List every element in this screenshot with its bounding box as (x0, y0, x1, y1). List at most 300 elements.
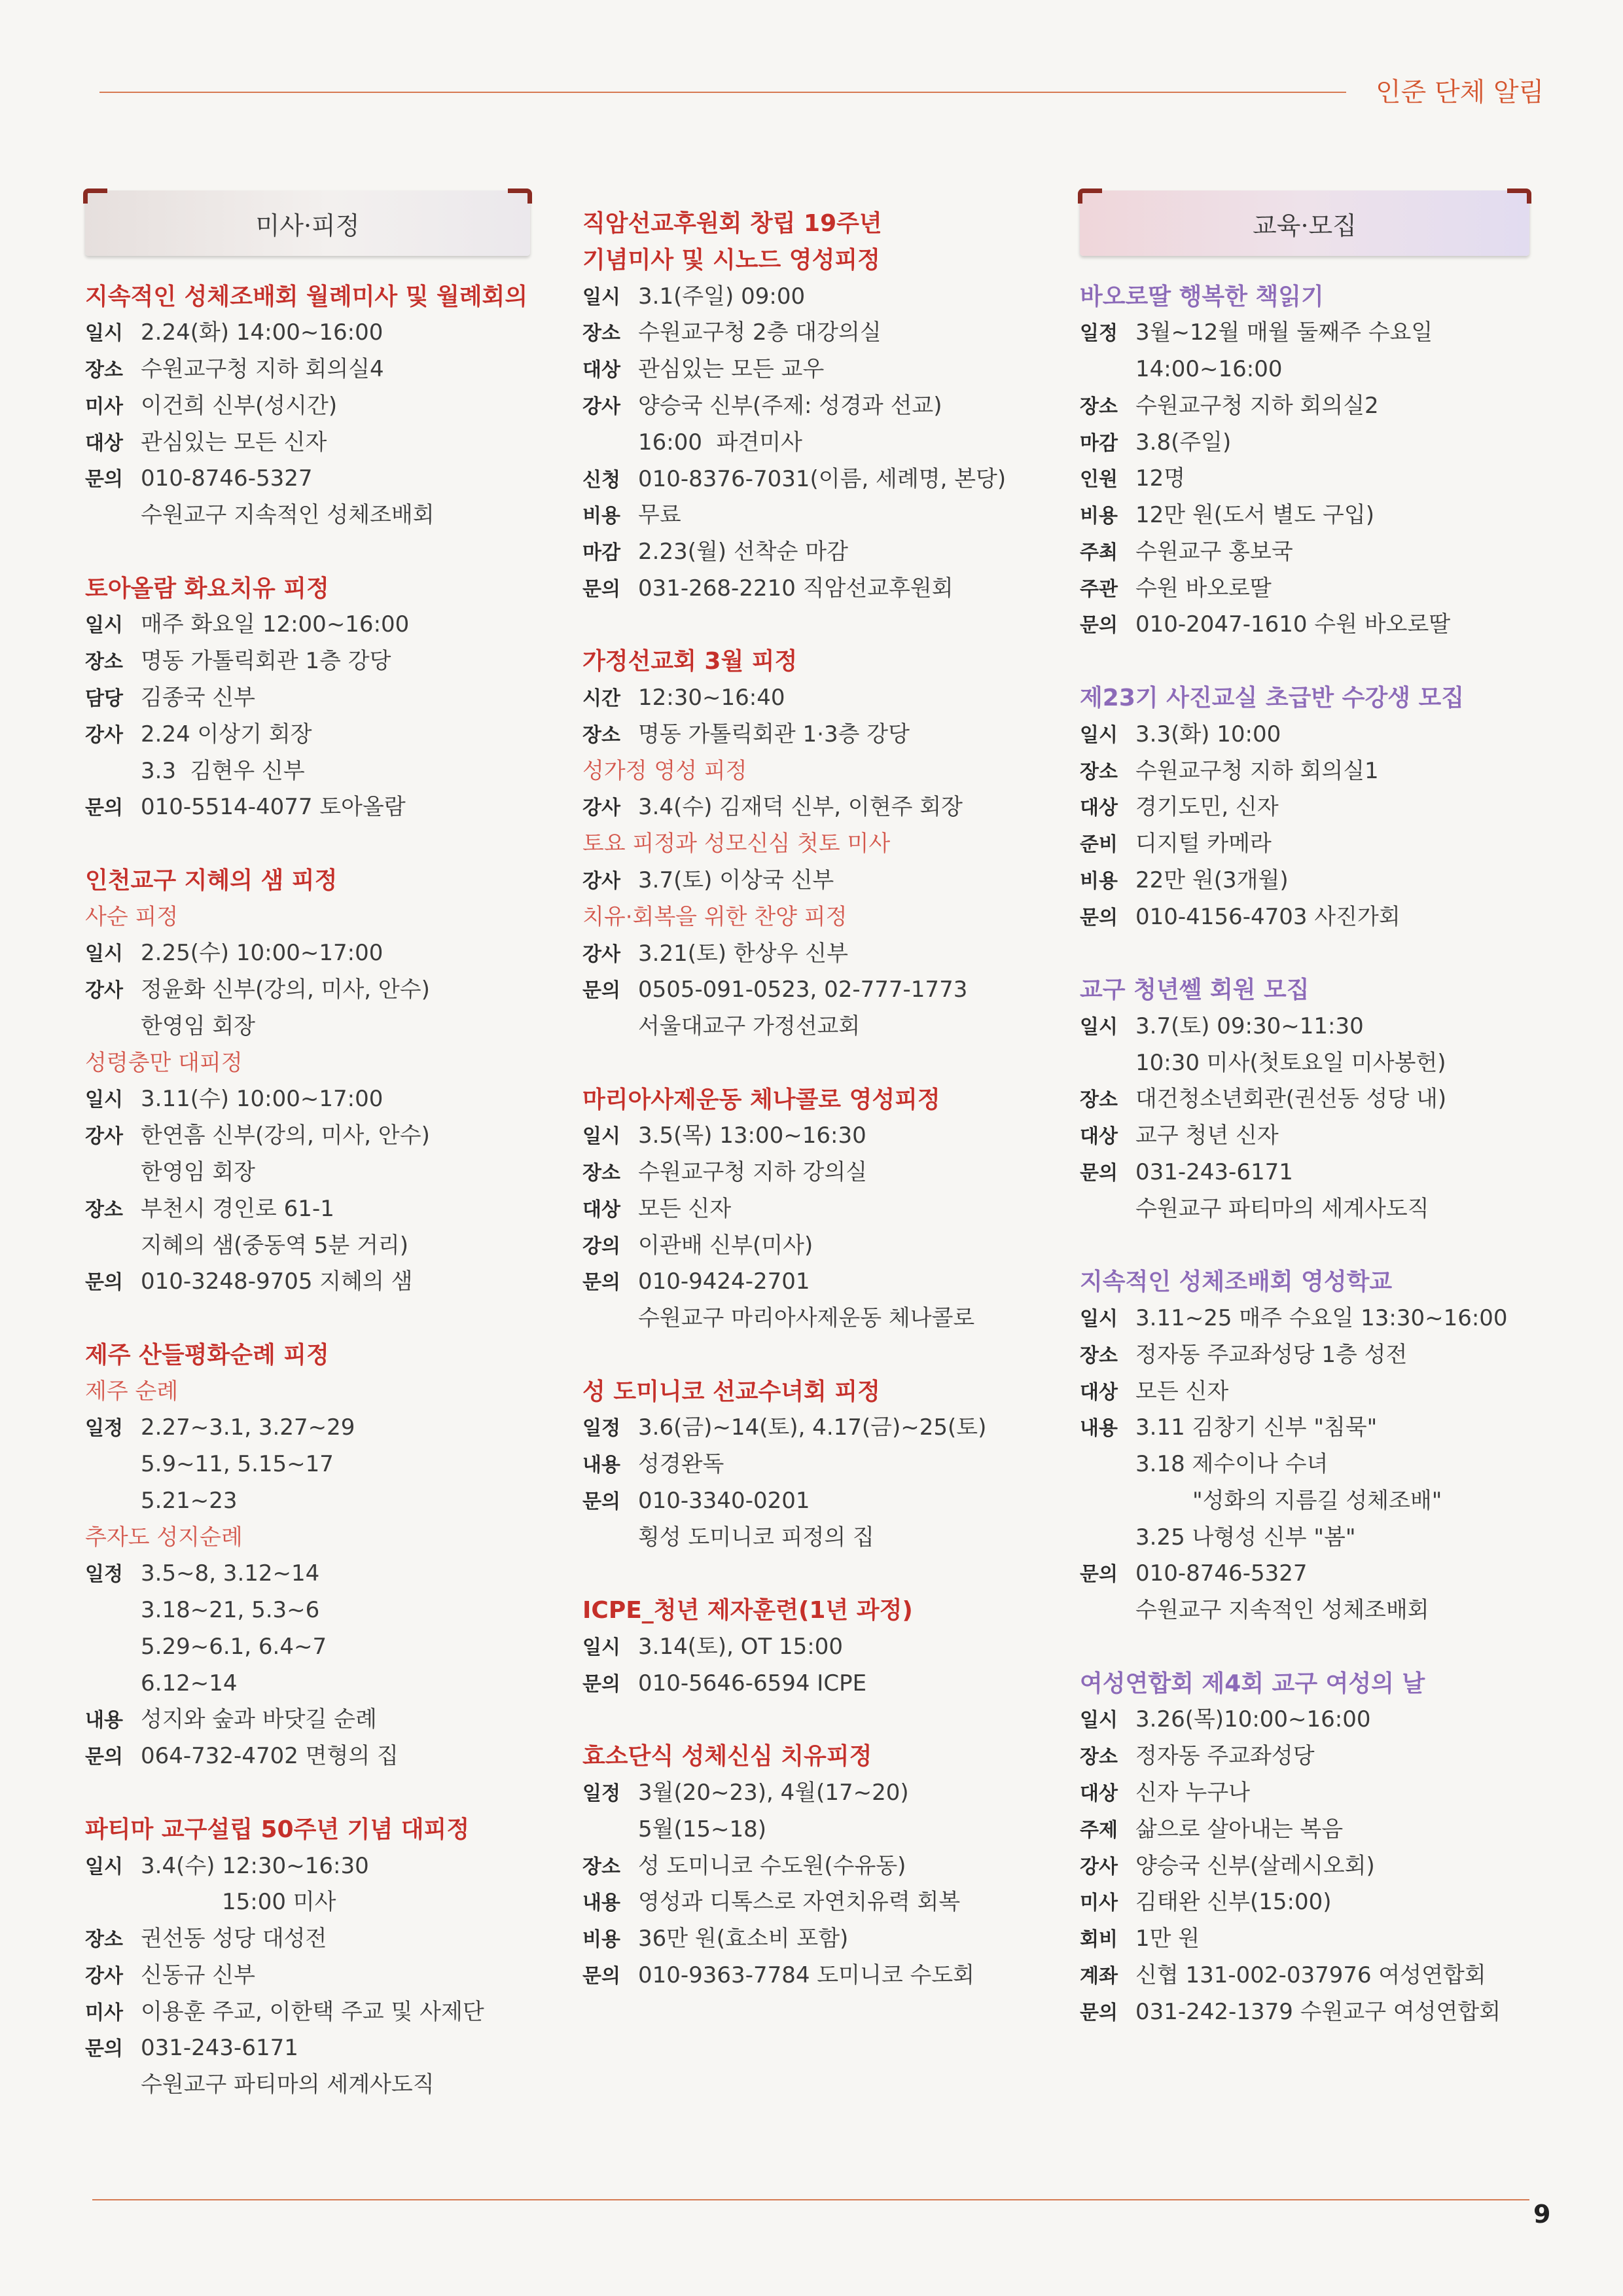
detail-value: 서울대교구 가정선교회 (638, 1013, 861, 1040)
detail-label: 비용 (1080, 869, 1118, 893)
detail-row (582, 680, 1067, 717)
detail-value: 22만 원(3개월) (1135, 867, 1289, 893)
detail-label: 시간 (582, 687, 620, 711)
detail-value: 0505-091-0523, 02-777-1773 (638, 977, 968, 1003)
detail-value: 3.3 김현우 신부 (141, 757, 305, 784)
category-header-education-recruitment: 교육·모집 (1080, 190, 1529, 256)
detail-value: 15:00 미사 (222, 1889, 336, 1916)
detail-label: 강사 (1080, 1855, 1118, 1878)
event-subtitle: 사순 피정 (85, 903, 179, 930)
event-block (582, 206, 1067, 607)
detail-label: 장소 (85, 359, 123, 382)
detail-value: 수원교구청 지하 회의실1 (1135, 757, 1379, 784)
detail-label: 일시 (85, 322, 123, 346)
detail-label: 문의 (582, 1490, 620, 1513)
detail-row (582, 1958, 1067, 1994)
event-title: ICPE_청년 제자훈련(1년 과정) (582, 1597, 913, 1624)
detail-value: 5.21~23 (141, 1487, 238, 1514)
detail-value: 6.12~14 (141, 1670, 238, 1696)
detail-label: 계좌 (1080, 1964, 1118, 1988)
detail-value: 수원교구 파티마의 세계사도직 (141, 2072, 435, 2098)
detail-value: 모든 신자 (1135, 1378, 1229, 1405)
detail-row (582, 534, 1067, 571)
detail-row (85, 1410, 569, 1446)
detail-label: 마감 (582, 541, 620, 565)
detail-label: 인원 (1080, 468, 1118, 492)
detail-value: 010-9424-2701 (638, 1268, 810, 1295)
detail-label: 일정 (582, 1782, 620, 1806)
detail-label: 회비 (1080, 1928, 1118, 1952)
detail-row-continued (582, 425, 1067, 461)
detail-row (1080, 1337, 1597, 1374)
detail-row (582, 1629, 1067, 1666)
detail-value: 신동규 신부 (141, 1962, 256, 1988)
detail-row (1080, 388, 1597, 425)
detail-label: 대상 (1080, 1125, 1118, 1149)
detail-label: 미사 (85, 2001, 123, 2024)
detail-value: 010-8746-5327 (1135, 1560, 1308, 1587)
detail-value: 수원교구 지속적인 성체조배회 (1135, 1597, 1429, 1624)
detail-label: 장소 (582, 723, 620, 747)
detail-label: 일정 (582, 1417, 620, 1441)
detail-value: 010-5514-4077 토아올람 (141, 794, 406, 821)
detail-value: 3.14(토), OT 15:00 (638, 1634, 844, 1660)
detail-value: 031-242-1379 수원교구 여성연합회 (1135, 1998, 1501, 2025)
detail-row (582, 1446, 1067, 1483)
detail-row (85, 1191, 569, 1228)
event-title: 바오로딸 행복한 책읽기 (1080, 283, 1324, 310)
detail-row (1080, 497, 1597, 534)
detail-label: 담당 (85, 687, 123, 711)
detail-label: 미사 (85, 395, 123, 418)
detail-row (85, 1556, 569, 1592)
detail-row (582, 1191, 1067, 1228)
event-subtitle: 추자도 성지순례 (85, 1524, 243, 1551)
detail-row (1080, 534, 1597, 571)
event-block (85, 863, 569, 1300)
detail-label: 문의 (1080, 1563, 1118, 1587)
detail-value: 수원교구 지속적인 성체조배회 (141, 502, 435, 529)
detail-value: 성지와 숲과 바닷길 순례 (141, 1706, 377, 1733)
detail-value: 3.7(토) 09:30~11:30 (1135, 1013, 1364, 1039)
detail-label: 일시 (582, 1636, 620, 1660)
detail-label: 문의 (1080, 2001, 1118, 2024)
detail-row (1080, 1702, 1597, 1738)
event-block (1080, 1666, 1597, 2031)
detail-value: 3.3(화) 10:00 (1135, 721, 1281, 747)
detail-row-continued (85, 1629, 569, 1666)
detail-label: 문의 (1080, 1161, 1118, 1185)
detail-value: 명동 가톨릭회관 1·3층 강당 (638, 721, 910, 747)
detail-row (582, 1884, 1067, 1921)
detail-label: 비용 (582, 1928, 620, 1952)
event-block (582, 1374, 1067, 1556)
detail-row-continued (85, 1666, 569, 1702)
detail-value: 성 도미니코 수도원(수유동) (638, 1852, 906, 1879)
detail-row (85, 1738, 569, 1775)
event-title: 제23기 사진교실 초급반 수강생 모집 (1080, 685, 1465, 712)
detail-label: 대상 (582, 359, 620, 382)
detail-row-continued (85, 497, 569, 534)
detail-value: 2.23(월) 선착순 마감 (638, 539, 848, 565)
detail-value: 031-243-6171 (1135, 1158, 1293, 1185)
detail-row (1080, 1848, 1597, 1885)
detail-row-continued (1080, 1483, 1597, 1520)
detail-label: 미사 (1080, 1892, 1118, 1915)
detail-label: 일정 (1080, 322, 1118, 346)
detail-label: 장소 (582, 322, 620, 346)
detail-value: 031-268-2210 직암선교후원회 (638, 575, 954, 601)
detail-value: 횡성 도미니코 피정의 집 (638, 1524, 874, 1551)
detail-label: 내용 (85, 1709, 123, 1732)
detail-value: 이용훈 주교, 이한택 주교 및 사제단 (141, 1998, 484, 2025)
detail-value: 수원교구 파티마의 세계사도직 (1135, 1195, 1429, 1222)
detail-value: 3.18~21, 5.3~6 (141, 1597, 320, 1624)
event-title: 효소단식 성체신심 치유피정 (582, 1743, 872, 1770)
detail-value: 3.4(수) 12:30~16:30 (141, 1852, 369, 1879)
detail-value: 3.8(주일) (1135, 429, 1232, 456)
detail-value: 권선동 성당 대성전 (141, 1926, 327, 1952)
detail-value: 5.9~11, 5.15~17 (141, 1451, 334, 1478)
detail-row (1080, 1300, 1597, 1337)
detail-label: 주제 (1080, 1818, 1118, 1842)
detail-row (1080, 571, 1597, 607)
detail-label: 문의 (582, 1672, 620, 1696)
detail-label: 문의 (582, 1271, 620, 1295)
detail-row (1080, 1921, 1597, 1958)
event-block (85, 1812, 569, 2104)
detail-value: 010-2047-1610 수원 바오로딸 (1135, 611, 1451, 638)
detail-value: 3.6(금)~14(토), 4.17(금)~25(토) (638, 1414, 987, 1441)
detail-label: 강사 (582, 797, 620, 820)
detail-label: 문의 (85, 1271, 123, 1295)
detail-row (1080, 717, 1597, 753)
detail-value: 정자동 주교좌성당 1층 성전 (1135, 1341, 1408, 1368)
detail-label: 장소 (1080, 1088, 1118, 1112)
detail-row (85, 425, 569, 461)
detail-row (582, 1775, 1067, 1812)
detail-row-continued (582, 1300, 1067, 1337)
detail-row-continued (85, 1446, 569, 1483)
detail-label: 대상 (582, 1198, 620, 1221)
detail-row (85, 388, 569, 425)
detail-row (85, 643, 569, 680)
detail-label: 일정 (85, 1563, 123, 1587)
event-block (582, 1082, 1067, 1337)
detail-row (582, 1118, 1067, 1155)
detail-label: 일시 (1080, 1308, 1118, 1331)
event-title: 직암선교후원회 창립 19주년 (582, 210, 882, 238)
detail-value: 010-8376-7031(이름, 세례명, 본당) (638, 465, 1007, 492)
detail-row (582, 1410, 1067, 1446)
detail-label: 준비 (1080, 833, 1118, 857)
detail-value: 부천시 경인로 61-1 (141, 1195, 334, 1222)
detail-label: 내용 (582, 1892, 620, 1915)
detail-row-continued (85, 1884, 569, 1921)
detail-value: 010-8746-5327 (141, 465, 313, 492)
detail-row (582, 351, 1067, 388)
detail-label: 비용 (582, 505, 620, 528)
detail-value: 16:00 파견미사 (638, 429, 802, 456)
event-title: 성 도미니코 선교수녀회 피정 (582, 1378, 880, 1405)
detail-value: 2.25(수) 10:00~17:00 (141, 940, 383, 967)
detail-value: 12:30~16:40 (638, 685, 785, 711)
detail-value: 한영임 회장 (141, 1013, 256, 1039)
detail-row-continued (85, 1592, 569, 1629)
event-title: 여성연합회 제4회 교구 여성의 날 (1080, 1670, 1425, 1697)
page-number: 9 (1533, 2200, 1551, 2229)
detail-row (85, 607, 569, 643)
column-mass-retreat (85, 279, 569, 2104)
event-block (85, 279, 569, 534)
detail-row (1080, 607, 1597, 643)
detail-row-continued (582, 1520, 1067, 1556)
detail-label: 문의 (85, 468, 123, 492)
detail-value: 36만 원(효소비 포함) (638, 1926, 849, 1952)
detail-label: 문의 (85, 797, 123, 820)
detail-row (582, 1848, 1067, 1885)
detail-value: 지혜의 샘(중동역 5분 거리) (141, 1232, 409, 1259)
category-header-mass-retreat: 미사·피정 (85, 190, 530, 256)
detail-label: 대상 (85, 431, 123, 455)
detail-value: 10:30 미사(첫토요일 미사봉헌) (1135, 1049, 1446, 1076)
detail-value: 한연흠 신부(강의, 미사, 안수) (141, 1122, 430, 1149)
detail-value: 3월~12월 매월 둘째주 수요일 (1135, 319, 1433, 346)
event-block (1080, 1264, 1597, 1629)
detail-row-continued (85, 1009, 569, 1045)
detail-label: 문의 (1080, 614, 1118, 637)
detail-value: 3월(20~23), 4월(17~20) (638, 1780, 909, 1806)
event-title: 지속적인 성체조배회 영성학교 (1080, 1268, 1393, 1296)
detail-label: 대상 (1080, 1782, 1118, 1805)
detail-value: 3.25 나형성 신부 "봄" (1135, 1524, 1356, 1551)
event-title: 토아올람 화요치유 피정 (85, 575, 329, 602)
detail-label: 내용 (1080, 1417, 1118, 1441)
detail-row (1080, 1081, 1597, 1118)
detail-row (85, 972, 569, 1009)
event-title: 교구 청년쎌 회원 모집 (1080, 977, 1310, 1004)
detail-value: 이건희 신부(성시간) (141, 392, 338, 419)
detail-row (85, 461, 569, 497)
detail-value: 디지털 카메라 (1135, 831, 1272, 857)
detail-row-continued (1080, 1592, 1597, 1629)
detail-value: 3.11(수) 10:00~17:00 (141, 1086, 383, 1113)
detail-row-continued (85, 1483, 569, 1520)
detail-value: 064-732-4702 면형의 집 (141, 1743, 399, 1770)
detail-value: 3.5~8, 3.12~14 (141, 1560, 320, 1587)
detail-label: 일시 (582, 1125, 620, 1149)
detail-value: 신자 누구나 (1135, 1779, 1251, 1806)
event-block (582, 1592, 1067, 1702)
detail-value: 한영임 회장 (141, 1158, 256, 1185)
detail-value: 명동 가톨릭회관 1층 강당 (141, 648, 391, 675)
detail-row (85, 1264, 569, 1300)
detail-row-continued (1080, 351, 1597, 388)
event-title: 파티마 교구설립 50주년 기념 대피정 (85, 1816, 470, 1843)
detail-value: 5월(15~18) (638, 1816, 767, 1842)
detail-row-continued (85, 1155, 569, 1191)
event-subtitle: 토요 피정과 성모신심 첫토 미사 (582, 831, 891, 857)
detail-row (85, 315, 569, 351)
detail-label: 일시 (1080, 723, 1118, 747)
event-title: 마리아사제운동 체나콜로 영성피정 (582, 1086, 940, 1113)
detail-value: 12명 (1135, 465, 1186, 492)
detail-label: 강의 (582, 1234, 620, 1258)
detail-value: 12만 원(도서 별도 구입) (1135, 502, 1374, 529)
detail-row (582, 497, 1067, 534)
detail-label: 강사 (582, 869, 620, 893)
detail-label: 문의 (582, 979, 620, 1003)
detail-row (582, 1921, 1067, 1958)
detail-value: 010-3340-0201 (638, 1487, 810, 1514)
detail-row (1080, 863, 1597, 899)
detail-label: 강사 (582, 395, 620, 419)
detail-label: 장소 (582, 1162, 620, 1185)
detail-value: 수원교구청 지하 회의실2 (1135, 392, 1379, 419)
detail-value: 2.27~3.1, 3.27~29 (141, 1414, 355, 1441)
detail-row (582, 1264, 1067, 1300)
detail-row (1080, 1994, 1597, 2031)
detail-label: 장소 (582, 1855, 620, 1878)
section-title: 인준 단체 알림 (1376, 77, 1544, 107)
detail-value: 김종국 신부 (141, 685, 256, 711)
detail-value: 정윤화 신부(강의, 미사, 안수) (141, 977, 430, 1003)
footer-rule (92, 2199, 1529, 2200)
detail-value: "성화의 지름길 성체조배" (1192, 1487, 1442, 1514)
detail-label: 강사 (85, 1964, 123, 1988)
detail-value: 3.26(목)10:00~16:00 (1135, 1706, 1371, 1733)
detail-row (85, 351, 569, 388)
detail-row (1080, 461, 1597, 497)
detail-value: 교구 청년 신자 (1135, 1122, 1279, 1149)
detail-label: 일시 (1080, 1015, 1118, 1039)
detail-value: 양승국 신부(살레시오회) (1135, 1852, 1375, 1879)
detail-value: 관심있는 모든 신자 (141, 429, 327, 456)
detail-value: 관심있는 모든 교우 (638, 356, 825, 383)
event-subtitle: 치유·회복을 위한 찬양 피정 (582, 903, 847, 930)
detail-row (582, 1666, 1067, 1702)
detail-label: 내용 (582, 1454, 620, 1477)
detail-row (582, 279, 1067, 315)
event-subtitle: 성가정 영성 피정 (582, 757, 747, 784)
detail-value: 5.29~6.1, 6.4~7 (141, 1633, 327, 1660)
detail-label: 문의 (582, 1964, 620, 1988)
detail-row (582, 972, 1067, 1009)
detail-row (85, 1702, 569, 1738)
event-title: 기념미사 및 시노드 영성피정 (582, 246, 880, 274)
detail-row (582, 315, 1067, 351)
event-block (1080, 972, 1597, 1227)
detail-row (1080, 1009, 1597, 1045)
detail-value: 3.11~25 매주 수요일 13:30~16:00 (1135, 1305, 1508, 1332)
event-block (582, 1738, 1067, 1994)
detail-row (582, 863, 1067, 899)
detail-row (1080, 899, 1597, 936)
detail-value: 수원교구 홍보국 (1135, 538, 1293, 565)
detail-value: 신협 131-002-037976 여성연합회 (1135, 1962, 1486, 1988)
detail-row (85, 789, 569, 826)
detail-label: 장소 (85, 1198, 123, 1221)
detail-row (1080, 425, 1597, 461)
detail-label: 장소 (1080, 1746, 1118, 1769)
detail-value: 수원교구 마리아사제운동 체나콜로 (638, 1305, 975, 1332)
detail-value: 031-243-6171 (141, 2035, 298, 2062)
detail-label: 장소 (85, 651, 123, 674)
detail-row (1080, 1410, 1597, 1446)
detail-row (582, 936, 1067, 973)
detail-row (85, 2030, 569, 2067)
detail-value: 14:00~16:00 (1135, 356, 1283, 383)
detail-row (85, 1848, 569, 1885)
detail-value: 2.24(화) 14:00~16:00 (141, 319, 383, 346)
detail-label: 대상 (1080, 797, 1118, 820)
detail-value: 무료 (638, 502, 681, 529)
detail-label: 문의 (1080, 906, 1118, 929)
detail-row (1080, 1374, 1597, 1410)
event-subtitle: 제주 순례 (85, 1378, 179, 1405)
detail-row (582, 461, 1067, 498)
detail-label: 일시 (85, 1088, 123, 1112)
detail-label: 일정 (85, 1417, 123, 1441)
detail-row (582, 717, 1067, 753)
detail-row (582, 1228, 1067, 1265)
detail-row (1080, 1812, 1597, 1848)
detail-label: 대상 (1080, 1380, 1118, 1404)
detail-value: 김태완 신부(15:00) (1135, 1889, 1332, 1916)
detail-value: 수원교구청 지하 회의실4 (141, 356, 384, 383)
detail-value: 3.11 김창기 신부 "침묵" (1135, 1414, 1378, 1441)
event-block (1080, 680, 1597, 935)
event-title: 가정선교회 3월 피정 (582, 648, 798, 675)
detail-label: 마감 (1080, 431, 1118, 455)
detail-row (1080, 1155, 1597, 1191)
detail-value: 이관배 신부(미사) (638, 1232, 813, 1259)
detail-value: 1만 원 (1135, 1926, 1200, 1952)
detail-row (1080, 753, 1597, 790)
detail-row (582, 1155, 1067, 1191)
detail-label: 일시 (85, 614, 123, 637)
detail-value: 대건청소년회관(권선동 성당 내) (1135, 1086, 1447, 1113)
detail-row (85, 1958, 569, 1994)
detail-row (1080, 315, 1597, 351)
detail-value: 010-3248-9705 지혜의 샘 (141, 1268, 413, 1295)
detail-value: 성경완독 (638, 1451, 724, 1478)
detail-row (85, 680, 569, 717)
detail-value: 매주 화요일 12:00~16:00 (141, 611, 410, 638)
detail-row-continued (582, 1009, 1067, 1045)
detail-row (85, 1081, 569, 1118)
event-title: 인천교구 지혜의 샘 피정 (85, 867, 338, 894)
detail-row (582, 571, 1067, 607)
detail-label: 신청 (582, 468, 620, 492)
detail-value: 모든 신자 (638, 1195, 732, 1222)
detail-row-continued (1080, 1045, 1597, 1082)
header-rule (99, 92, 1346, 93)
detail-row-continued (85, 2067, 569, 2104)
detail-row (85, 935, 569, 972)
detail-label: 주관 (1080, 577, 1118, 601)
detail-value: 3.7(토) 이상국 신부 (638, 867, 834, 893)
detail-row (1080, 789, 1597, 826)
detail-row (1080, 1118, 1597, 1155)
detail-label: 일시 (1080, 1709, 1118, 1732)
detail-row (1080, 1556, 1597, 1592)
detail-label: 장소 (1080, 395, 1118, 418)
detail-value: 3.5(목) 13:00~16:30 (638, 1122, 866, 1149)
detail-label: 문의 (85, 2037, 123, 2061)
detail-row-continued (1080, 1191, 1597, 1228)
column-notices (582, 206, 1067, 1994)
